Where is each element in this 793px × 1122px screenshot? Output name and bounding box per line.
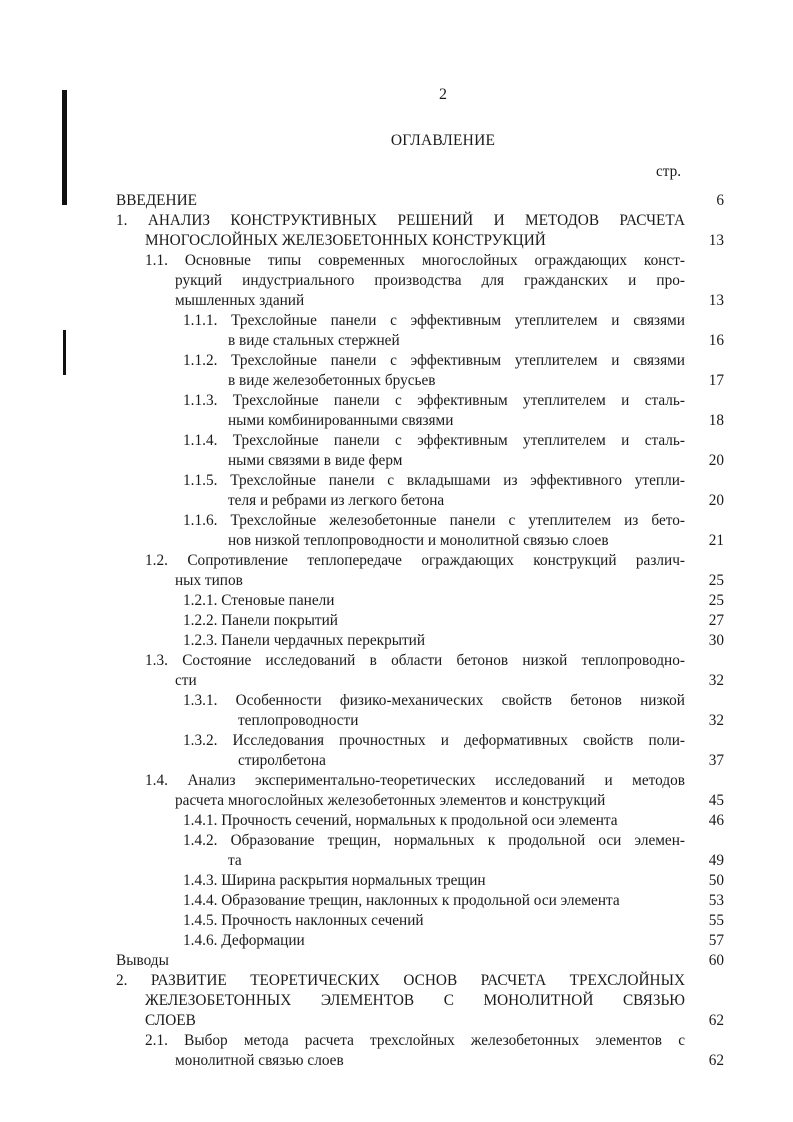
toc-entry-title: 1.4.5. Прочность наклонных сечений	[183, 912, 424, 929]
toc-entry[interactable]	[116, 431, 724, 471]
toc-entry-page: 53	[708, 892, 724, 909]
toc-entry-title: 1.3.1. Особенности физико-механических свойств бетонов низкой	[183, 692, 685, 709]
toc-entry[interactable]	[116, 871, 724, 891]
toc-entry-page: 17	[708, 372, 724, 389]
toc-entry[interactable]	[116, 391, 724, 431]
toc-entry-title: 1.1.3. Трехслойные панели с эффективным утеплителем и сталь-	[183, 392, 685, 409]
toc-entry-title: 1.1.4. Трехслойные панели с эффективным утеплителем и сталь-	[183, 432, 685, 449]
toc-entry-page: 27	[708, 612, 724, 629]
toc-entry-title-continuation: теля и ребрами из легкого бетона	[228, 492, 445, 509]
toc-entry-title-continuation: в виде железобетонных брусьев	[228, 372, 436, 389]
toc-entry[interactable]	[116, 251, 724, 311]
page-title: ОГЛАВЛЕНИЕ	[390, 132, 496, 149]
toc-entry-page: 49	[708, 852, 724, 869]
toc-entry-page: 21	[708, 532, 724, 549]
table-of-contents	[116, 191, 724, 1071]
toc-entry-title: 1.4.4. Образование трещин, наклонных к продольной оси элемента	[183, 892, 620, 909]
toc-entry-page: 16	[708, 332, 724, 349]
toc-entry-title: 1. АНАЛИЗ КОНСТРУКТИВНЫХ РЕШЕНИЙ И МЕТОДОВ РАСЧЕТА	[116, 212, 685, 229]
toc-entry[interactable]	[116, 351, 724, 391]
toc-entry[interactable]	[116, 631, 724, 651]
toc-entry-title-continuation: стиролбетона	[238, 752, 326, 769]
toc-entry-title-continuation: теплопроводности	[238, 712, 359, 729]
toc-entry-title-continuation: СЛОЕВ	[145, 1012, 196, 1029]
toc-entry-page: 45	[708, 792, 724, 809]
toc-entry-page: 57	[708, 932, 724, 949]
toc-entry-title-continuation: ными связями в виде ферм	[228, 452, 403, 469]
toc-entry[interactable]	[116, 891, 724, 911]
toc-entry-title: 1.4.3. Ширина раскрытия нормальных трещин	[183, 872, 486, 889]
toc-entry-title-continuation: рукций индустриального производства для гражданских и про-	[175, 272, 685, 289]
toc-entry-title: 1.1.5. Трехслойные панели с вкладышами из эффективного утепли-	[183, 472, 685, 489]
toc-entry-title: 1.4.1. Прочность сечений, нормальных к продольной оси элемента	[183, 812, 618, 829]
toc-entry[interactable]	[116, 831, 724, 871]
toc-entry[interactable]	[116, 471, 724, 511]
toc-entry-page: 25	[708, 572, 724, 589]
toc-entry-title: 1.1.6. Трехслойные железобетонные панели с утеплителем из бето-	[183, 512, 685, 529]
toc-entry[interactable]	[116, 691, 724, 731]
toc-entry-title-continuation: ных типов	[175, 572, 243, 589]
toc-entry-title-continuation: МНОГОСЛОЙНЫХ ЖЕЛЕЗОБЕТОННЫХ КОНСТРУКЦИЙ	[145, 232, 546, 249]
toc-entry-title: 2. РАЗВИТИЕ ТЕОРЕТИЧЕСКИХ ОСНОВ РАСЧЕТА ТРЕХСЛОЙНЫХ	[116, 972, 685, 989]
toc-entry[interactable]	[116, 731, 724, 771]
toc-entry-page: 20	[708, 452, 724, 469]
scan-edge-mark	[63, 330, 66, 375]
toc-entry-title: 2.1. Выбор метода расчета трехслойных железобетонных элементов с	[145, 1032, 685, 1049]
toc-entry[interactable]	[116, 771, 724, 811]
toc-entry-page: 62	[708, 1012, 724, 1029]
toc-entry-page: 32	[708, 712, 724, 729]
toc-entry-title: 1.4. Анализ экспериментально-теоретических исследований и методов	[145, 772, 685, 789]
toc-entry[interactable]	[116, 651, 724, 691]
toc-entry-page: 30	[708, 632, 724, 649]
toc-entry-page: 13	[708, 292, 724, 309]
toc-entry-page: 60	[708, 952, 724, 969]
toc-entry[interactable]	[116, 191, 724, 211]
toc-entry[interactable]	[116, 911, 724, 931]
toc-entry-title: 1.2.2. Панели покрытий	[183, 612, 338, 629]
toc-entry-title-continuation: ными комбинированными связями	[228, 412, 454, 429]
toc-entry-page: 55	[708, 912, 724, 929]
toc-entry-page: 37	[708, 752, 724, 769]
toc-entry-page: 20	[708, 492, 724, 509]
toc-entry[interactable]	[116, 591, 724, 611]
toc-entry-title-continuation: в виде стальных стержней	[228, 332, 400, 349]
toc-entry-title-continuation: мышленных зданий	[175, 292, 305, 309]
toc-entry-title-continuation: ЖЕЛЕЗОБЕТОННЫХ ЭЛЕМЕНТОВ С МОНОЛИТНОЙ СВЯЗЬЮ	[145, 992, 685, 1009]
toc-entry-page: 25	[708, 592, 724, 609]
toc-entry-title: ВВЕДЕНИЕ	[116, 192, 197, 209]
toc-entry-title: 1.2.1. Стеновые панели	[183, 592, 335, 609]
toc-entry[interactable]	[116, 551, 724, 591]
toc-entry[interactable]	[116, 211, 724, 251]
toc-entry[interactable]	[116, 951, 724, 971]
toc-entry[interactable]	[116, 311, 724, 351]
toc-entry-title: 1.4.6. Деформации	[183, 932, 305, 949]
toc-entry-page: 13	[708, 232, 724, 249]
toc-entry-title: 1.2.3. Панели чердачных перекрытий	[183, 632, 426, 649]
toc-entry-title: 1.1. Основные типы современных многослойных ограждающих конст-	[145, 252, 685, 269]
toc-entry-page: 62	[708, 1052, 724, 1069]
toc-entry-title-continuation: нов низкой теплопроводности и монолитной связью слоев	[228, 532, 609, 549]
page-number: 2	[439, 86, 447, 103]
toc-entry-title: 1.3.2. Исследования прочностных и деформативных свойств поли-	[183, 732, 685, 749]
toc-entry[interactable]	[116, 931, 724, 951]
toc-entry[interactable]	[116, 611, 724, 631]
toc-entry-page: 46	[708, 812, 724, 829]
toc-entry-page: 32	[708, 672, 724, 689]
toc-entry-title-continuation: та	[228, 852, 242, 869]
toc-entry-title-continuation: монолитной связью слоев	[175, 1052, 344, 1069]
toc-entry-page: 50	[708, 872, 724, 889]
toc-entry-title: 1.1.1. Трехслойные панели с эффективным утеплителем и связями	[183, 312, 685, 329]
toc-entry-title-continuation: сти	[175, 672, 197, 689]
toc-entry-title-continuation: расчета многослойных железобетонных элементов и конструкций	[175, 792, 606, 809]
page-column-label: стр.	[656, 163, 682, 180]
toc-entry[interactable]	[116, 811, 724, 831]
toc-entry-title: 1.2. Сопротивление теплопередаче ограждающих конструкций различ-	[145, 552, 685, 569]
toc-entry-title: 1.1.2. Трехслойные панели с эффективным утеплителем и связями	[183, 352, 685, 369]
toc-entry[interactable]	[116, 1031, 724, 1071]
toc-entry-title: 1.3. Состояние исследований в области бетонов низкой теплопроводно-	[145, 652, 685, 669]
toc-entry-title: 1.4.2. Образование трещин, нормальных к продольной оси элемен-	[183, 832, 685, 849]
toc-entry[interactable]	[116, 511, 724, 551]
toc-entry[interactable]	[116, 971, 724, 1031]
toc-entry-page: 18	[708, 412, 724, 429]
toc-entry-page: 6	[716, 192, 724, 209]
toc-entry-title: Выводы	[116, 952, 169, 969]
